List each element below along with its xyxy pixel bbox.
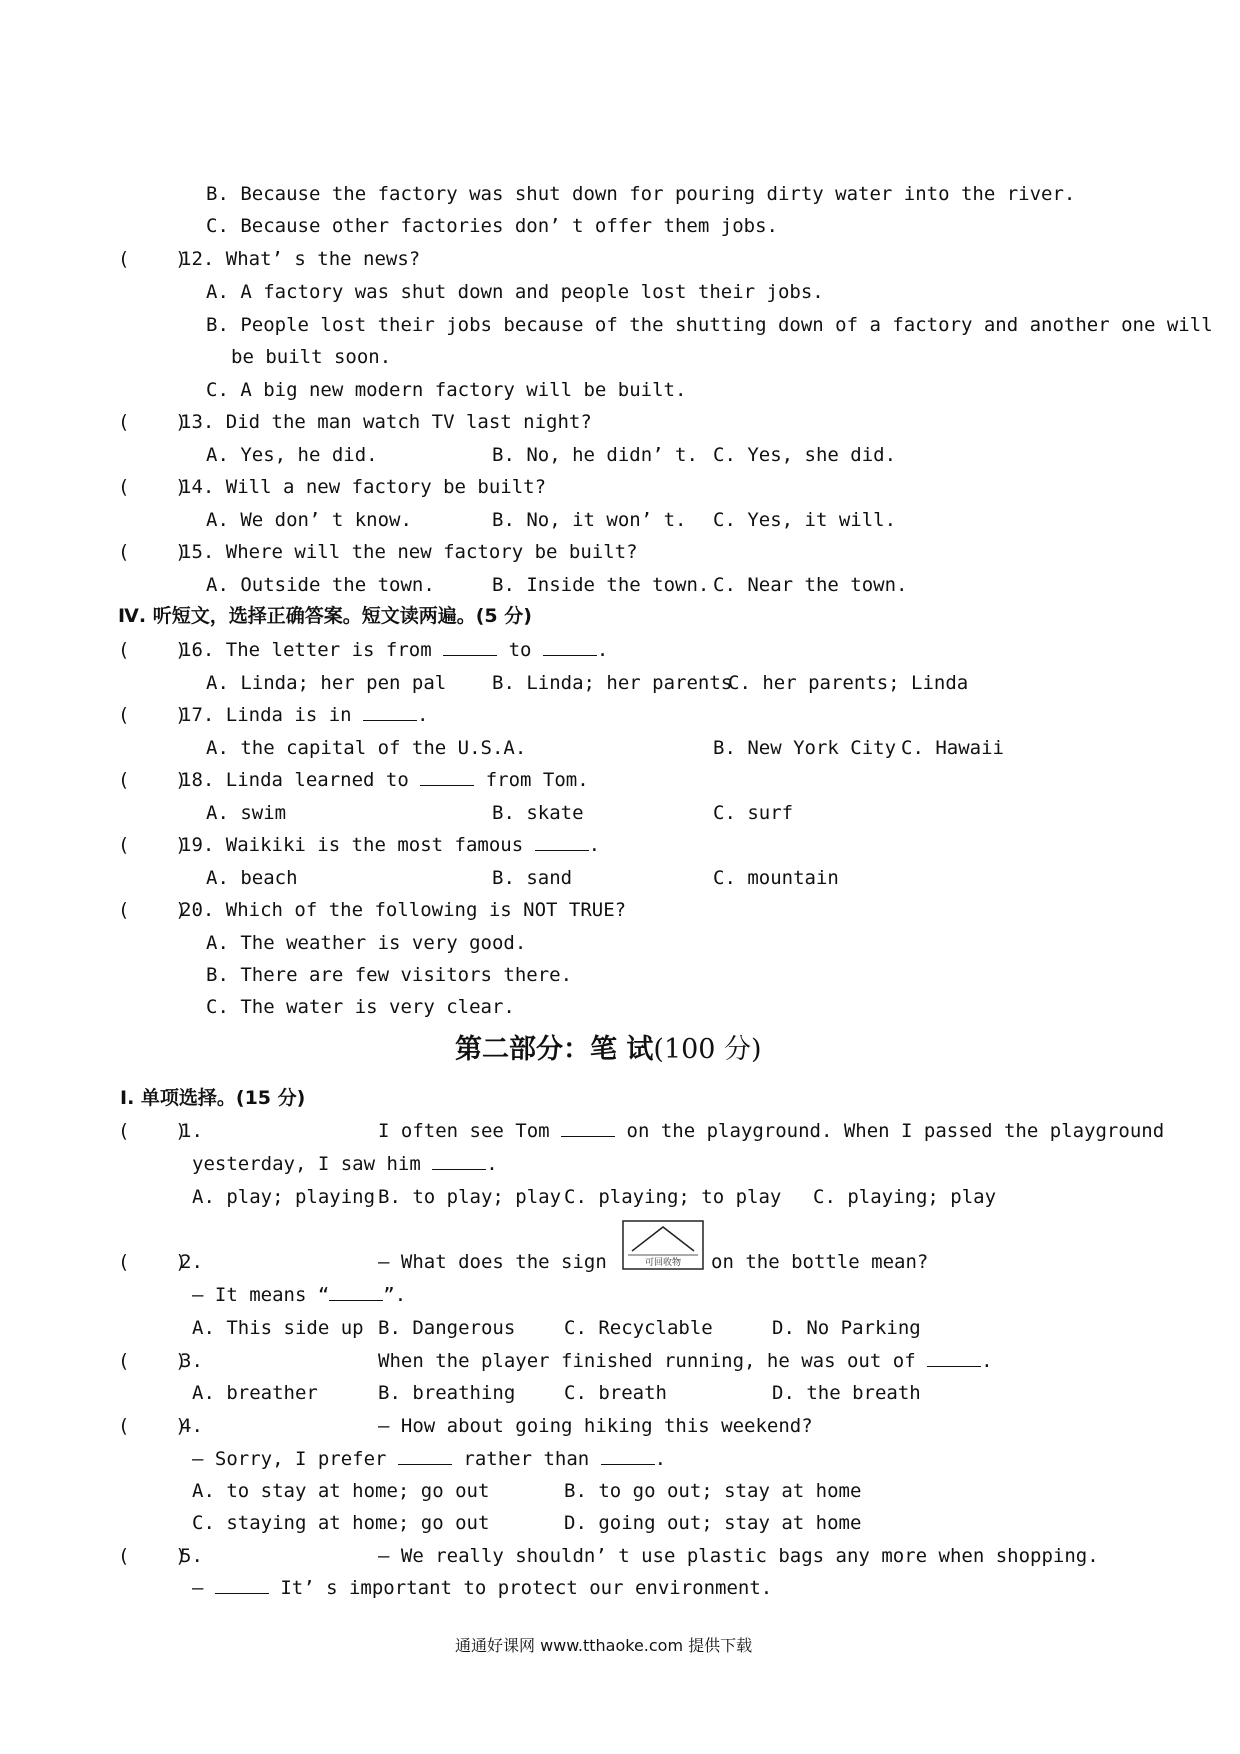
- q11-option-c: C. Because other factories don’ t offer them jobs.: [206, 215, 778, 237]
- q16-stem-part-a: 16. The letter is from: [180, 639, 432, 661]
- w-q2-option-a: A. This side up: [192, 1317, 364, 1339]
- w-q2-stem-part-b: on the bottle mean?: [711, 1251, 929, 1273]
- part2-title: [455, 1032, 762, 1068]
- q15-option-a: A. Outside the town.: [206, 574, 435, 596]
- answer-blank[interactable]: [443, 637, 497, 656]
- answer-paren[interactable]: ( ): [118, 411, 187, 433]
- q17-option-a: A. the capital of the U.S.A.: [206, 737, 527, 759]
- q19-stem-text: 19. Waikiki is the most famous: [180, 834, 524, 856]
- answer-blank[interactable]: [601, 1446, 655, 1465]
- w-q3-stem: When the player finished running, he was out of .: [378, 1350, 993, 1372]
- w-q4-stem: — How about going hiking this weekend?: [378, 1415, 813, 1437]
- w-q5-line2-text: It’ s important to protect our environment.: [280, 1577, 773, 1599]
- q19-stem: 19. Waikiki is the most famous .: [180, 834, 601, 856]
- answer-paren[interactable]: ( ): [118, 1350, 187, 1372]
- q20-option-c: C. The water is very clear.: [206, 996, 515, 1018]
- w-q4-option-d: D. going out; stay at home: [564, 1512, 862, 1534]
- recyclable-sign-icon: [622, 1220, 704, 1270]
- q13-option-c: C. Yes, she did.: [713, 444, 897, 466]
- answer-blank[interactable]: [535, 832, 589, 851]
- q12-stem: 12. What’ s the news?: [180, 248, 421, 270]
- w-q2-stem-part-a: — What does the sign: [378, 1251, 607, 1273]
- q15-option-b: B. Inside the town.: [492, 574, 710, 596]
- q13-option-a: A. Yes, he did.: [206, 444, 378, 466]
- w-q2-line2-part-a: — It means “: [192, 1284, 330, 1306]
- w-q5-line2: [192, 1575, 772, 1601]
- w-q4-line2: — Sorry, I prefer rather than .: [192, 1448, 667, 1470]
- w-q2-option-c: C. Recyclable: [564, 1317, 713, 1339]
- q19-option-b: B. sand: [492, 867, 573, 889]
- answer-paren[interactable]: ( ): [118, 1120, 187, 1142]
- answer-blank[interactable]: [363, 702, 417, 721]
- q17-option-c: C. Hawaii: [901, 737, 1004, 759]
- answer-blank[interactable]: [215, 1575, 269, 1594]
- q18-option-b: B. skate: [492, 802, 584, 824]
- q15-stem: 15. Where will the new factory be built?: [180, 541, 638, 563]
- answer-blank[interactable]: [329, 1282, 383, 1301]
- q16-option-b: B. Linda; her parents: [492, 672, 733, 694]
- answer-blank[interactable]: [420, 767, 474, 786]
- q18-option-a: A. swim: [206, 802, 287, 824]
- answer-blank[interactable]: [927, 1348, 981, 1367]
- w-q4-line2-part-a: — Sorry, I prefer: [192, 1448, 387, 1470]
- w-q3-number: 3.: [180, 1350, 203, 1372]
- q16-option-c: C. her parents; Linda: [728, 672, 969, 694]
- w-q4-option-c: C. staying at home; go out: [192, 1512, 490, 1534]
- w-q1-option-c1: C. playing; to play: [564, 1186, 782, 1208]
- answer-blank[interactable]: [432, 1151, 486, 1170]
- q14-option-a: A. We don’ t know.: [206, 509, 412, 531]
- q19-option-c: C. mountain: [713, 867, 839, 889]
- w-q1-number: 1.: [180, 1120, 203, 1142]
- w-q4-option-b: B. to go out; stay at home: [564, 1480, 862, 1502]
- part2-title-main: 第二部分：笔 试: [455, 1034, 654, 1065]
- q15-option-c: C. Near the town.: [713, 574, 908, 596]
- w-q3-option-a: A. breather: [192, 1382, 318, 1404]
- answer-paren[interactable]: ( ): [118, 541, 187, 563]
- w-q3-stem-text: When the player finished running, he was out of: [378, 1350, 916, 1372]
- q19-option-a: A. beach: [206, 867, 298, 889]
- w-q1-option-b: B. to play; play: [378, 1186, 562, 1208]
- q20-stem: 20. Which of the following is NOT TRUE?: [180, 899, 627, 921]
- part2-title-points: (100 分): [653, 1034, 762, 1065]
- w-q5-number: 5.: [180, 1545, 203, 1567]
- w-q4-line2-part-b: rather than: [463, 1448, 590, 1470]
- q14-option-b: B. No, it won’ t.: [492, 509, 687, 531]
- w-q3-option-c: C. breath: [564, 1382, 667, 1404]
- q20-option-a: A. The weather is very good.: [206, 932, 527, 954]
- q14-stem: 14. Will a new factory be built?: [180, 476, 547, 498]
- section1-heading: Ⅰ. 单项选择。(15 分): [120, 1087, 306, 1109]
- answer-paren[interactable]: ( ): [118, 248, 187, 270]
- answer-blank[interactable]: [561, 1118, 615, 1137]
- answer-paren[interactable]: ( ): [118, 639, 187, 661]
- answer-paren[interactable]: ( ): [118, 899, 187, 921]
- q17-stem-text: 17. Linda is in: [180, 704, 352, 726]
- answer-paren[interactable]: ( ): [118, 704, 187, 726]
- w-q2-line2: [192, 1282, 406, 1308]
- q13-stem: 13. Did the man watch TV last night?: [180, 411, 592, 433]
- w-q3-option-b: B. breathing: [378, 1382, 516, 1404]
- page-footer: 通通好课网 www.tthaoke.com 提供下载: [455, 1636, 753, 1655]
- sign-label: 可回收物: [644, 1258, 682, 1268]
- q18-stem: [180, 767, 589, 793]
- q17-option-b: B. New York City: [713, 737, 897, 759]
- answer-paren[interactable]: ( ): [118, 1545, 187, 1567]
- w-q1-line2: yesterday, I saw him .: [192, 1153, 498, 1175]
- w-q1-option-c2: C. playing; play: [813, 1186, 997, 1208]
- w-q5-stem: — We really shouldn’ t use plastic bags any more when shopping.: [378, 1545, 1099, 1567]
- q20-option-b: B. There are few visitors there.: [206, 964, 573, 986]
- answer-paren[interactable]: ( ): [118, 1415, 187, 1437]
- w-q4-option-a: A. to stay at home; go out: [192, 1480, 490, 1502]
- answer-blank[interactable]: [543, 637, 597, 656]
- w-q2-option-d: D. No Parking: [772, 1317, 921, 1339]
- q12-option-b-line2: be built soon.: [231, 346, 392, 368]
- q16-stem: 16. The letter is from to .: [180, 639, 609, 661]
- w-q1-stem-part-a: I often see Tom: [378, 1120, 550, 1142]
- q16-option-a: A. Linda; her pen pal: [206, 672, 447, 694]
- w-q3-option-d: D. the breath: [772, 1382, 921, 1404]
- q17-stem: 17. Linda is in .: [180, 704, 429, 726]
- q12-option-b-line1: B. People lost their jobs because of the shutting down of a factory and another one will: [206, 314, 1213, 336]
- w-q1-line2-text: yesterday, I saw him: [192, 1153, 421, 1175]
- q18-stem-part-a: 18. Linda learned to: [180, 769, 409, 791]
- answer-paren[interactable]: ( ): [118, 834, 187, 856]
- q18-stem-part-b: from Tom.: [485, 769, 589, 791]
- section4-heading: Ⅳ. 听短文，选择正确答案。短文读两遍。(5 分): [118, 605, 532, 627]
- w-q2-option-b: B. Dangerous: [378, 1317, 516, 1339]
- w-q5-line2-dash: —: [192, 1577, 204, 1599]
- q16-stem-part-b: to: [508, 639, 532, 661]
- answer-paren[interactable]: ( ): [118, 1251, 187, 1273]
- answer-paren[interactable]: ( ): [118, 769, 187, 791]
- w-q1-stem: [378, 1118, 1164, 1144]
- q11-option-b: B. Because the factory was shut down for pouring dirty water into the river.: [206, 183, 1076, 205]
- q12-option-a: A. A factory was shut down and people lost their jobs.: [206, 281, 824, 303]
- answer-paren[interactable]: ( ): [118, 476, 187, 498]
- w-q4-number: 4.: [180, 1415, 203, 1437]
- q14-option-c: C. Yes, it will.: [713, 509, 897, 531]
- answer-blank[interactable]: [398, 1446, 452, 1465]
- w-q1-option-a: A. play; playing: [192, 1186, 376, 1208]
- w-q1-stem-part-b: on the playground. When I passed the playground: [626, 1120, 1165, 1142]
- q12-option-c: C. A big new modern factory will be built.: [206, 379, 687, 401]
- q18-option-c: C. surf: [713, 802, 794, 824]
- w-q2-number: 2.: [180, 1251, 203, 1273]
- q13-option-b: B. No, he didn’ t.: [492, 444, 698, 466]
- w-q2-line2-part-b: ”.: [383, 1284, 407, 1306]
